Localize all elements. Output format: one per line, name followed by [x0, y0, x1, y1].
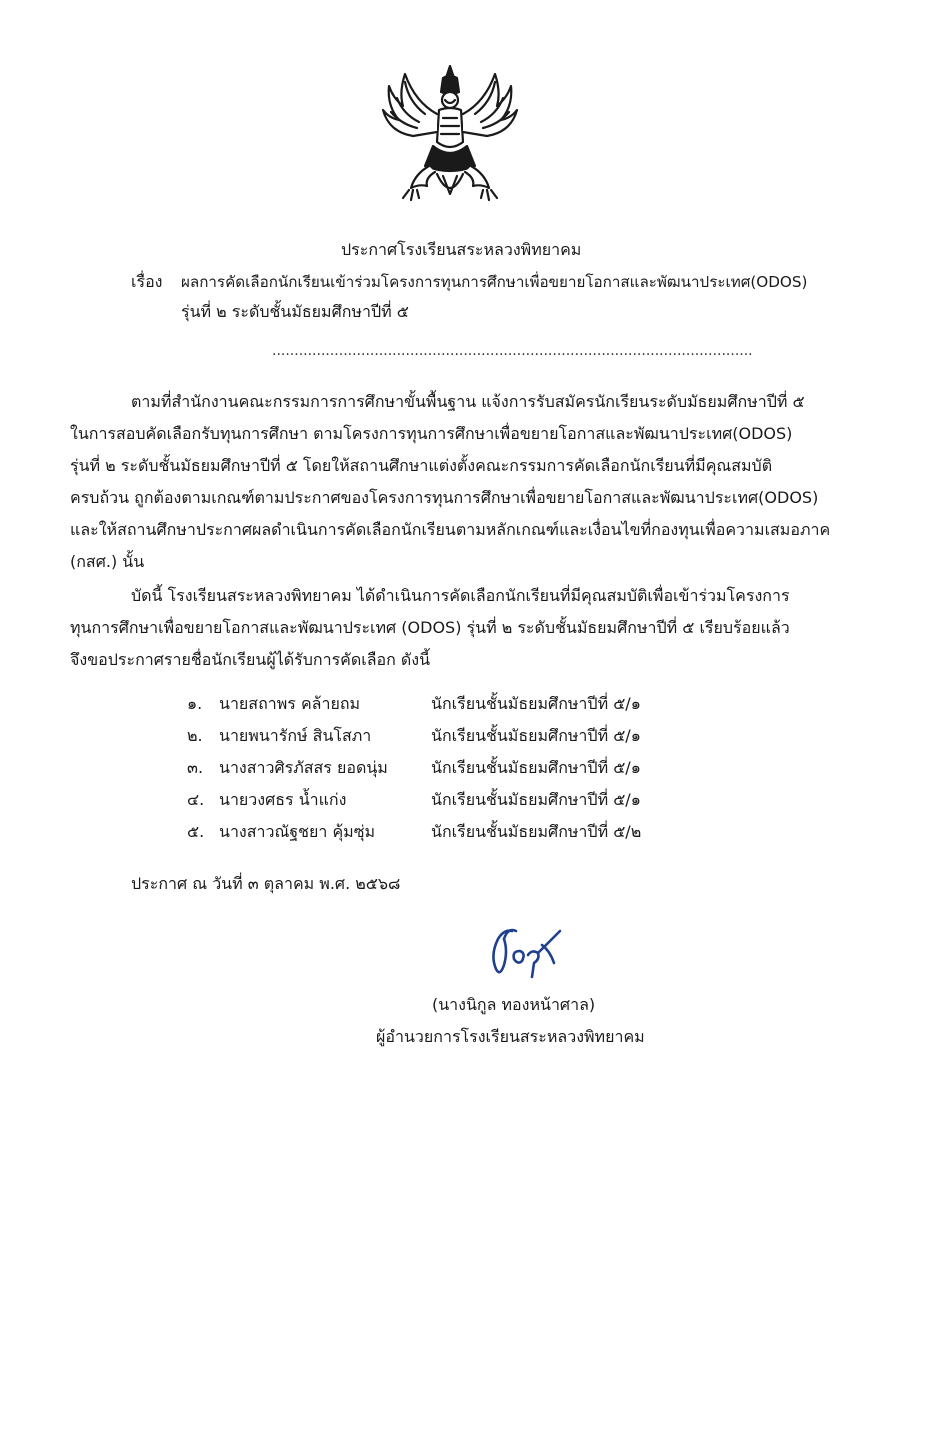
paragraph2-line-2: ทุนการศึกษาเพื่อขยายโอกาสและพัฒนาประเทศ (ODOS) รุ่นที่ ๒ ระดับชั้นมัธยมศึกษาปีที่ ๕ เรียบร้อยแล้ว	[70, 618, 790, 637]
student-number: ๓.	[187, 758, 204, 777]
student-number: ๒.	[187, 726, 203, 745]
paragraph2-line-3: จึงขอประกาศรายชื่อนักเรียนผู้ได้รับการคัดเลือก ดังนี้	[70, 650, 431, 669]
student-class: นักเรียนชั้นมัธยมศึกษาปีที่ ๕/๒	[431, 822, 642, 841]
paragraph1-line-2: ในการสอบคัดเลือกรับทุนการศึกษา ตามโครงการทุนการศึกษาเพื่อขยายโอกาสและพัฒนาประเทศ(ODOS)	[70, 424, 793, 443]
student-name: นายพนารักษ์ สินโสภา	[219, 726, 372, 745]
signatory-position: ผู้อำนวยการโรงเรียนสระหลวงพิทยาคม	[376, 1027, 645, 1046]
subject-line-2: รุ่นที่ ๒ ระดับชั้นมัธยมศึกษาปีที่ ๕	[181, 302, 409, 321]
paragraph1-line-6: (กสศ.) นั้น	[70, 552, 145, 571]
student-class: นักเรียนชั้นมัธยมศึกษาปีที่ ๕/๑	[431, 758, 641, 777]
subject-line-1: ผลการคัดเลือกนักเรียนเข้าร่วมโครงการทุนการศึกษาเพื่อขยายโอกาสและพัฒนาประเทศ(ODOS)	[181, 273, 808, 291]
student-class: นักเรียนชั้นมัธยมศึกษาปีที่ ๕/๑	[431, 726, 641, 745]
paragraph2-line-1: บัดนี้ โรงเรียนสระหลวงพิทยาคม ได้ดำเนินการคัดเลือกนักเรียนที่มีคุณสมบัติเพื่อเข้าร่วมโครงการ	[131, 586, 790, 605]
paragraph1-line-3: รุ่นที่ ๒ ระดับชั้นมัธยมศึกษาปีที่ ๕ โดยให้สถานศึกษาแต่งตั้งคณะกรรมการคัดเลือกนักเรียนที่มีคุณสมบัติ	[70, 456, 773, 475]
header-divider: ............................................................................................................	[272, 343, 753, 359]
student-number: ๔.	[187, 790, 205, 809]
student-number: ๕.	[187, 822, 205, 841]
student-name: นางสาวณัฐชยา คุ้มซุ่ม	[219, 822, 376, 841]
student-class: นักเรียนชั้นมัธยมศึกษาปีที่ ๕/๑	[431, 694, 641, 713]
announcement-date: ประกาศ ณ วันที่ ๓ ตุลาคม พ.ศ. ๒๕๖๘	[131, 874, 401, 893]
paragraph1-line-5: และให้สถานศึกษาประกาศผลดำเนินการคัดเลือกนักเรียนตามหลักเกณฑ์และเงื่อนไขที่กองทุนเพื่อความเสมอภาค	[70, 520, 831, 539]
student-class: นักเรียนชั้นมัธยมศึกษาปีที่ ๕/๑	[431, 790, 641, 809]
subject-label: เรื่อง	[131, 272, 163, 291]
paragraph1-line-1: ตามที่สำนักงานคณะกรรมการการศึกษาขั้นพื้นฐาน แจ้งการรับสมัครนักเรียนระดับมัธยมศึกษาปีที่ ๕	[131, 392, 805, 411]
announcement-title: ประกาศโรงเรียนสระหลวงพิทยาคม	[341, 240, 582, 259]
student-name: นายวงศธร น้ำแก่ง	[219, 790, 347, 809]
student-number: ๑.	[187, 694, 203, 713]
student-name: นายสถาพร คล้ายถม	[219, 694, 361, 713]
garuda-emblem-icon	[375, 62, 525, 212]
student-name: นางสาวศิรภัสสร ยอดนุ่ม	[219, 758, 388, 777]
signature-icon	[482, 925, 572, 980]
signatory-name: (นางนิกูล ทองหน้าศาล)	[432, 995, 596, 1014]
paragraph1-line-4: ครบถ้วน ถูกต้องตามเกณฑ์ตามประกาศของโครงการทุนการศึกษาเพื่อขยายโอกาสและพัฒนาประเทศ(ODOS)	[70, 488, 819, 507]
